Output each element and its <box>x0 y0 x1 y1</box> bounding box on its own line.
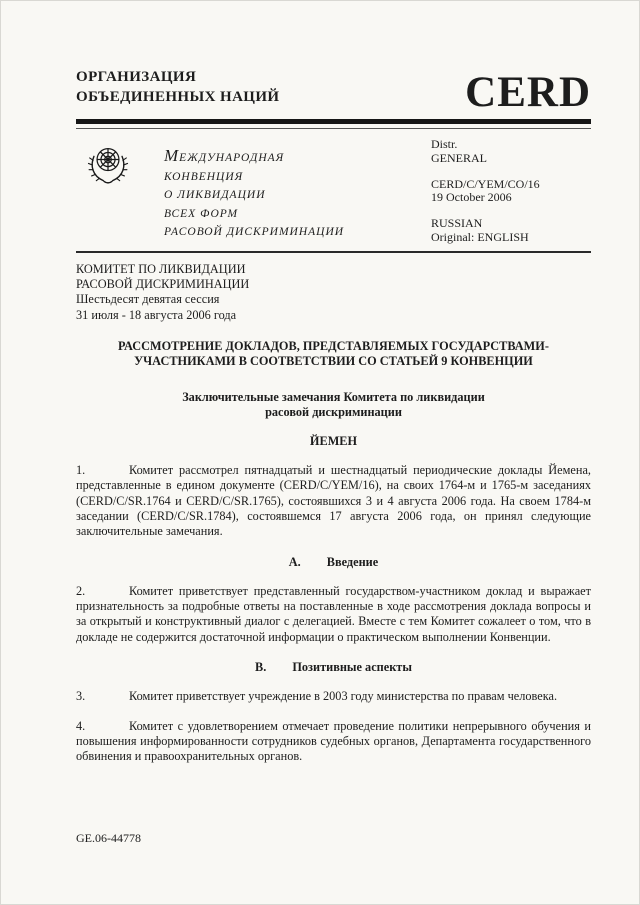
org-name-line1: ОРГАНИЗАЦИЯ <box>76 69 197 85</box>
session-dates: 31 июля - 18 августа 2006 года <box>76 307 237 322</box>
doc-date: 19 October 2006 <box>431 190 512 205</box>
section-letter: B. <box>255 660 267 675</box>
main-title <box>76 339 591 370</box>
document-body <box>76 262 591 765</box>
paragraph-text: Комитет приветствует учреждение в 2003 году министерства по правам человека. <box>129 689 558 704</box>
paragraph-4 <box>76 719 591 765</box>
convention-title <box>164 147 384 242</box>
paragraph-text: Комитет рассмотрел пятнадцатый и шестнадцатый периодические доклады Йемена, представленные в едином документе (CERD/C/YEM/16), на своих 1764-м и 1765-м заседаниях (CERD/C/SR.1764 и CERD/C/SR.1765), состоявшихся 3 и 4 августа 2006 года. На своем 1784-м заседании (CERD/C/SR.1784), состоявшемся 17 августа 2006 года, он принял следующие заключительные замечания. <box>76 463 591 539</box>
paragraph-1 <box>76 463 591 539</box>
session-number: Шестьдесят девятая сессия <box>76 292 220 307</box>
header-rule-thick <box>76 119 591 124</box>
un-emblem-svg <box>83 139 133 191</box>
paragraph-3 <box>76 689 591 704</box>
sub-title-line1: Заключительные замечания Комитета по ликвидации <box>182 389 485 404</box>
sub-title-line2: расовой дискриминации <box>265 405 402 420</box>
org-name <box>76 67 280 107</box>
org-name-line2: ОБЪЕДИНЕННЫХ НАЦИЙ <box>76 89 280 105</box>
distr-label: Distr. <box>431 137 458 151</box>
paragraph-number: 2. <box>76 583 86 598</box>
paragraph-number: 3. <box>76 689 86 704</box>
convention-line: ВСЕХ ФОРМ <box>164 207 239 220</box>
paragraph-number: 1. <box>76 463 86 478</box>
committee-block <box>76 262 591 323</box>
convention-line: МЕЖДУНАРОДНАЯ <box>164 146 285 165</box>
section-b-heading <box>76 660 591 675</box>
section-a-heading <box>76 555 591 570</box>
doc-symbol: CERD/C/YEM/CO/16 <box>431 176 540 191</box>
committee-line1: КОМИТЕТ ПО ЛИКВИДАЦИИ <box>76 262 246 276</box>
convention-line: РАСОВОЙ ДИСКРИМИНАЦИИ <box>164 226 345 238</box>
section-title: Позитивные аспекты <box>292 660 412 675</box>
main-title-line1: РАССМОТРЕНИЕ ДОКЛАДОВ, ПРЕДСТАВЛЯЕМЫХ ГОСУДАРСТВАМИ- <box>118 338 549 353</box>
convention-line: КОНВЕНЦИЯ <box>164 170 244 183</box>
header-rule-thin <box>76 128 591 129</box>
masthead-rule <box>76 251 591 253</box>
main-title-line2: УЧАСТНИКАМИ В СООТВЕТСТВИИ СО СТАТЬЕЙ 9 КОНВЕНЦИИ <box>134 354 533 369</box>
convention-line: О ЛИКВИДАЦИИ <box>164 189 266 201</box>
document-number: GE.06-44778 <box>76 831 141 845</box>
distr-type: GENERAL <box>431 150 487 165</box>
doc-original-language: Original: ENGLISH <box>431 229 529 244</box>
committee-line2: РАСОВОЙ ДИСКРИМИНАЦИИ <box>76 277 250 292</box>
paragraph-2 <box>76 584 591 645</box>
paragraph-number: 4. <box>76 718 86 733</box>
section-letter: A. <box>288 554 301 569</box>
paragraph-text: Комитет приветствует представленный государством-участником доклад и выражает признательность за подробные ответы на поставленные в ходе рассмотрения доклада вопросы и за открытый и конструктивный диалог с делегацией. Вместе с тем Комитет сожалеет о том, что в докладе не содержится достаточной информации о практическом выполнении Конвенции. <box>76 583 591 644</box>
spacer <box>431 166 540 178</box>
distribution-block <box>431 138 540 245</box>
section-title: Введение <box>326 554 379 569</box>
un-emblem-icon <box>83 139 133 191</box>
country-heading: ЙЕМЕН <box>309 433 358 448</box>
sub-title <box>76 390 591 421</box>
doc-language: RUSSIAN <box>431 216 483 231</box>
paragraph-text: Комитет с удовлетворением отмечает проведение политики непрерывного обучения и повышения информированности сотрудников судебных органов, Департамента государственного обвинения и правоохранительных органов. <box>76 718 591 764</box>
doc-code: CERD <box>465 69 591 116</box>
